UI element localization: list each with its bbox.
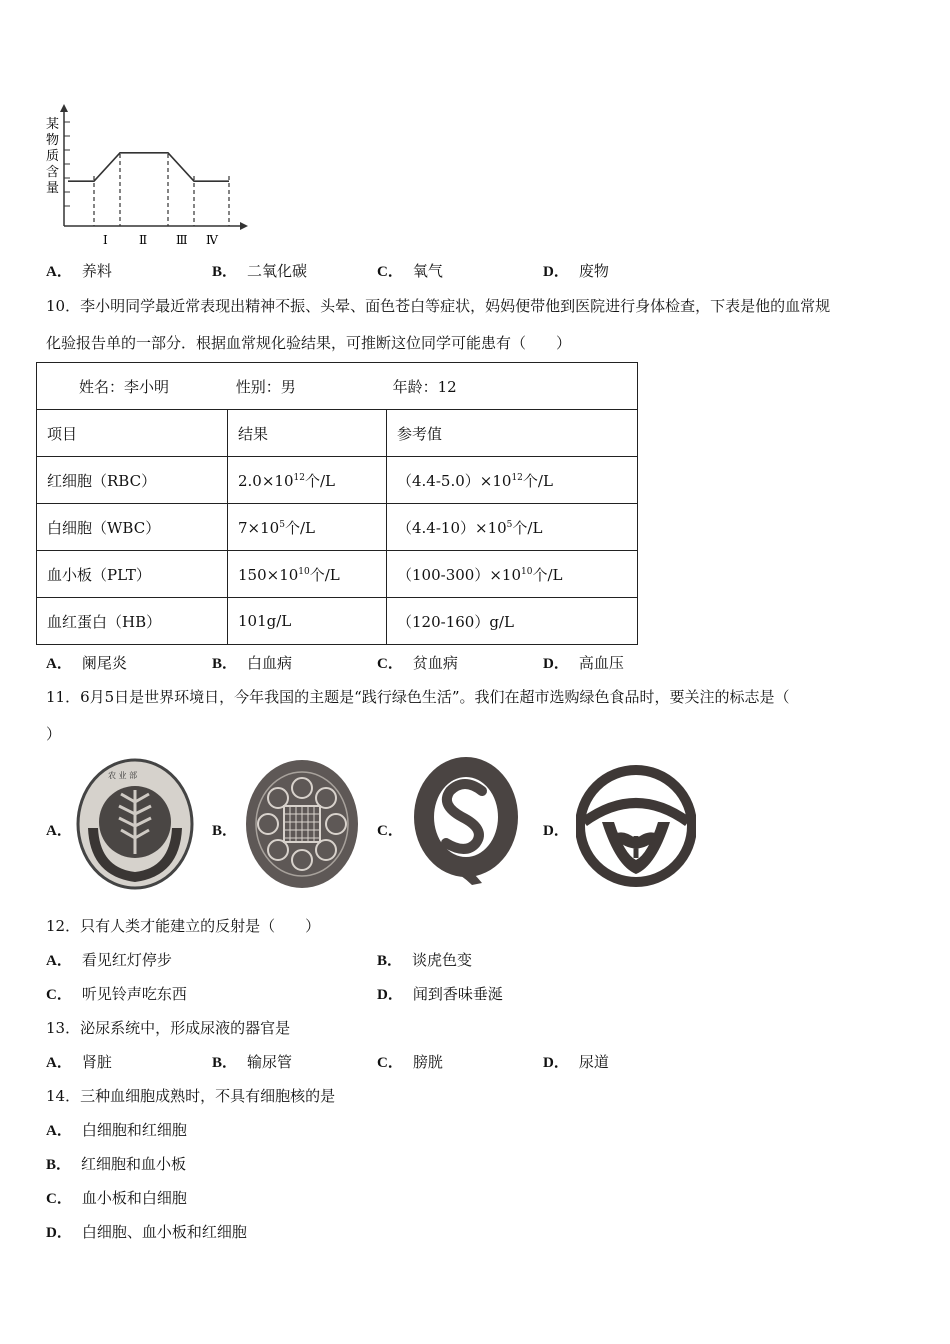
q10-option-b[interactable]: B． 白血病 <box>212 654 293 672</box>
patient-age: 年龄：12 <box>392 377 457 396</box>
graph-xtick-1: Ⅰ <box>103 233 108 247</box>
q13-stem: 13．泌尿系统中，形成尿液的器官是 <box>46 1019 291 1037</box>
cell-item: 血小板（PLT） <box>37 551 228 598</box>
cell-result: $7\times 10^5$个/L <box>228 504 387 551</box>
q14-option-a[interactable]: A． 白细胞和红细胞 <box>46 1121 187 1139</box>
cell-item: 血红蛋白（HB） <box>37 598 228 645</box>
cell-reference: $(4.4-5.0)\times 10^{12}$个/L <box>387 457 638 504</box>
graph-ylabel-char: 物 <box>46 133 60 148</box>
q9-option-d[interactable]: D． 废物 <box>543 262 609 280</box>
q10-option-c[interactable]: C． 贫血病 <box>377 654 458 672</box>
cell-reference: （120-160）g/L <box>387 598 638 645</box>
graph-xtick-4: Ⅳ <box>206 233 218 247</box>
table-row <box>37 551 638 598</box>
q14-stem: 14．三种血细胞成熟时，不具有细胞核的是 <box>46 1087 336 1105</box>
q13-option-a[interactable]: A． 肾脏 <box>46 1053 112 1071</box>
q11-stem-line2: ） <box>46 725 62 743</box>
cell-item: 红细胞（RBC） <box>37 457 228 504</box>
graph-ylabel-char: 量 <box>46 181 60 196</box>
cell-item: 白细胞（WBC） <box>37 504 228 551</box>
q10-stem-line2: 化验报告单的一部分．根据血常规化验结果，可推断这位同学可能患有（ ） <box>46 334 572 352</box>
q12-option-d[interactable]: D． 闻到香味垂涎 <box>377 985 503 1003</box>
q12-stem: 12．只有人类才能建立的反射是（ ） <box>46 917 321 935</box>
table-row <box>37 457 638 504</box>
q9-option-c[interactable]: C． 氧气 <box>377 262 443 280</box>
q11-option-d[interactable]: D． <box>543 823 569 839</box>
q11-stem-line1: 11．6月5日是世界环境日，今年我国的主题是“践行绿色生活”。我们在超市选购绿色食品时，要关注的标志是（ <box>46 688 790 706</box>
q13-option-c[interactable]: C． 膀胱 <box>377 1053 443 1071</box>
graph-data-line <box>68 153 229 181</box>
q12-option-b[interactable]: B． 谈虎色变 <box>377 951 473 969</box>
q11-option-b[interactable]: B． <box>212 823 238 839</box>
q9-option-a[interactable]: A． 养料 <box>46 262 112 280</box>
q13-option-d[interactable]: D． 尿道 <box>543 1053 609 1071</box>
cell-reference: $(4.4-10)\times 10^5$个/L <box>387 504 638 551</box>
substance-level-graph <box>38 100 258 250</box>
q11-option-a[interactable]: A． <box>46 823 72 839</box>
q12-option-a[interactable]: A． 看见红灯停步 <box>46 951 172 969</box>
graph-segment-dividers <box>94 154 229 226</box>
q9-option-b[interactable]: B． 二氧化碳 <box>212 262 308 280</box>
graph-ylabel-char: 含 <box>46 165 60 180</box>
column-header-item: 项目 <box>37 410 228 457</box>
graph-ylabel-char: 某 <box>46 117 60 132</box>
q13-option-b[interactable]: B． 输尿管 <box>212 1053 293 1071</box>
graph-y-ticks <box>64 122 70 206</box>
graph-xtick-3: Ⅲ <box>176 233 188 247</box>
column-header-result: 结果 <box>228 410 387 457</box>
table-row <box>37 598 638 645</box>
green-food-logo-icon <box>576 762 696 890</box>
cell-result: $150\times 10^{10}$个/L <box>228 551 387 598</box>
quality-safety-qs-logo-icon <box>412 755 520 890</box>
column-header-reference: 参考值 <box>387 410 638 457</box>
certification-seal-logo-icon <box>244 758 360 890</box>
patient-name: 姓名：李小明 <box>79 377 170 396</box>
q10-stem-line1: 10．李小明同学最近常表现出精神不振、头晕、面色苍白等症状，妈妈便带他到医院进行身体检查，下表是他的血常规 <box>46 297 831 315</box>
table-row <box>37 410 638 457</box>
q11-option-c[interactable]: C． <box>377 823 403 839</box>
graph-y-arrow <box>60 104 68 112</box>
agricultural-product-logo-icon <box>76 758 194 890</box>
blood-test-table <box>36 362 638 645</box>
graph-xtick-2: Ⅱ <box>139 233 148 247</box>
table-header-row <box>37 363 638 410</box>
q14-option-c[interactable]: C． 血小板和白细胞 <box>46 1189 187 1207</box>
q14-option-b[interactable]: B． 红细胞和血小板 <box>46 1155 187 1173</box>
svg-text:农 业 部: 农 业 部 <box>108 771 138 780</box>
cell-result: $2.0\times 10^{12}$个/L <box>228 457 387 504</box>
q10-option-a[interactable]: A． 阑尾炎 <box>46 654 127 672</box>
patient-sex: 性别：男 <box>235 377 296 396</box>
q12-option-c[interactable]: C． 听见铃声吃东西 <box>46 985 187 1003</box>
cell-result: 101g/L <box>228 598 387 645</box>
q14-option-d[interactable]: D． 白细胞、血小板和红细胞 <box>46 1223 247 1241</box>
graph-ylabel-char: 质 <box>46 149 60 164</box>
cell-reference: $(100-300)\times 10^{10}$个/L <box>387 551 638 598</box>
q10-option-d[interactable]: D． 高血压 <box>543 654 624 672</box>
graph-x-arrow <box>240 222 248 230</box>
table-row <box>37 504 638 551</box>
